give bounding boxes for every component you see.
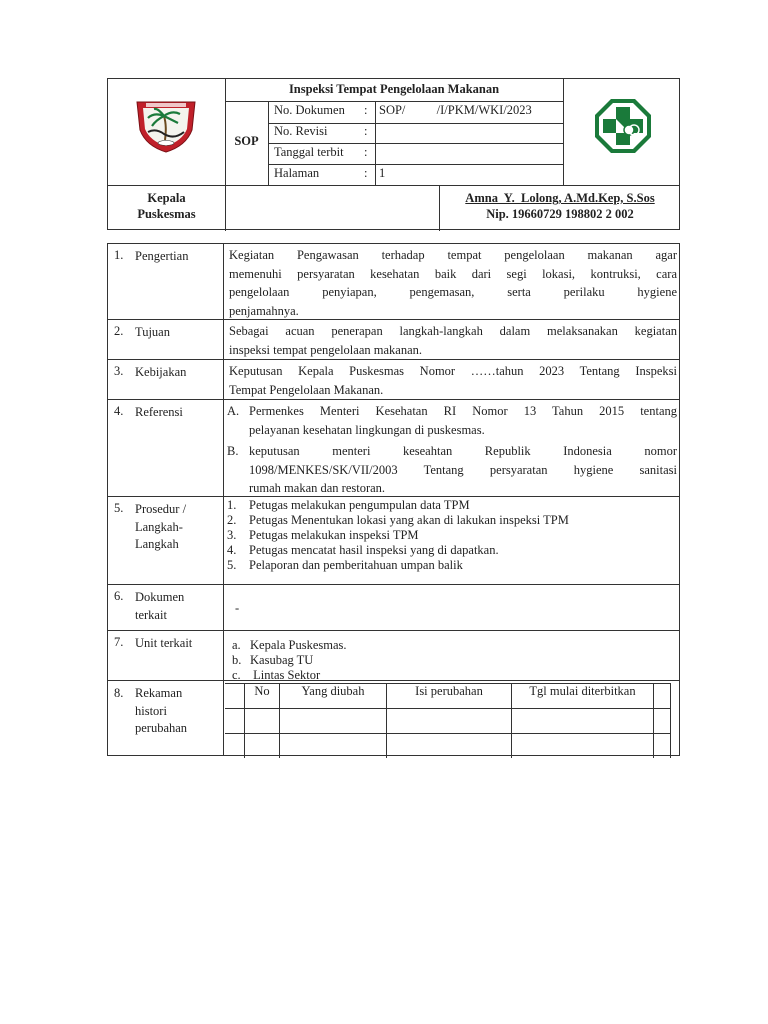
section-number: 6.: [114, 589, 124, 603]
table-cell: [512, 734, 654, 759]
kepala-label-line: Kepala: [147, 191, 186, 205]
table-cell: [225, 709, 245, 734]
section-text-unit: [232, 638, 680, 683]
label-line: Langkah-: [135, 519, 183, 534]
table-cell: [654, 734, 671, 759]
list-item: [227, 498, 675, 513]
section-number: 5.: [114, 501, 124, 515]
list-text: Petugas melakukan inspeksi TPM: [249, 528, 419, 542]
list-item: [227, 528, 675, 543]
table-cell: [280, 734, 387, 759]
label-line: Langkah: [135, 537, 179, 551]
text-line: Keputusan Kepala Puskesmas Nomor ……tahun 2023 Tentang Inspeksi: [229, 364, 677, 378]
field-label-halaman: Halaman: [274, 166, 320, 180]
table-cell: [387, 734, 512, 759]
section-number: 7.: [114, 635, 124, 649]
section-text-referensi: [227, 402, 677, 498]
kepala-label-line: Puskesmas: [137, 207, 196, 221]
page-title: Inspeksi Tempat Pengelolaan Makanan: [288, 82, 500, 96]
section-label-unit: Unit terkait: [135, 636, 193, 650]
list-marker: 3.: [227, 528, 237, 542]
field-sep: :: [364, 124, 368, 138]
label-line: Prosedur /: [135, 502, 187, 516]
section-number: 3.: [114, 364, 124, 378]
puskesmas-logo: [593, 97, 653, 155]
list-text: Petugas mencatat hasil inspeksi yang di dapatkan.: [249, 543, 499, 557]
section-label-dokumen: [135, 589, 225, 624]
text-line: rumah makan dan restoran.: [249, 481, 386, 495]
section-number: 2.: [114, 324, 124, 338]
divider: [225, 101, 563, 102]
table-cell: [654, 709, 671, 734]
section-label-pengertian: Pengertian: [135, 249, 189, 263]
section-label-prosedur: [135, 501, 225, 554]
text-line: Kegiatan Pengawasan terhadap tempat pengelolaan makanan agar: [229, 248, 677, 262]
list-marker: B.: [227, 444, 239, 458]
table-header-cell: Isi perubahan: [387, 684, 512, 709]
section-number: 1.: [114, 248, 124, 262]
table-row: [225, 734, 671, 759]
section-text-prosedur: [227, 498, 675, 573]
field-value-halaman: 1: [379, 166, 386, 180]
table-header-cell: [654, 684, 671, 709]
field-label-revisi: No. Revisi: [274, 124, 328, 138]
section-label-tujuan: Tujuan: [135, 325, 170, 339]
list-marker: a.: [232, 638, 241, 652]
divider: [223, 244, 224, 755]
list-text: Lintas Sektor: [250, 668, 321, 682]
field-label-dokumen: No. Dokumen: [274, 103, 345, 117]
divider: [108, 630, 679, 631]
text-line: Permenkes Menteri Kesehatan RI Nomor 13 Tahun 2015 tentang: [249, 404, 677, 418]
list-marker: A.: [227, 404, 240, 418]
list-marker: 1.: [227, 498, 237, 512]
section-label-referensi: Referensi: [135, 405, 183, 419]
text-line: Tempat Pengelolaan Makanan.: [229, 382, 384, 397]
list-marker: b.: [232, 653, 242, 667]
table-header-row: [225, 684, 671, 709]
signatory-nip: Nip. 19660729 198802 2 002: [486, 207, 634, 221]
section-text-pengertian: [229, 246, 677, 320]
health-cross-icon: [593, 97, 653, 155]
list-marker: 2.: [227, 513, 237, 527]
divider: [108, 584, 679, 585]
section-number: 4.: [114, 404, 124, 418]
list-text: Petugas melakukan pengumpulan data TPM: [249, 498, 470, 512]
text-line: Sebagai acuan penerapan langkah-langkah dalam melaksanakan kegiatan: [229, 324, 677, 338]
list-marker: 4.: [227, 543, 237, 557]
text-line: memenuhi persyaratan kesehatan baik dari segi lokasi, kontruksi, cara: [229, 266, 677, 281]
table-row: [225, 709, 671, 734]
divider: [108, 399, 679, 400]
label-line: perubahan: [135, 721, 188, 735]
section-text-kebijakan: [229, 362, 677, 399]
divider: [268, 164, 563, 165]
table-header-cell: Tgl mulai diterbitkan: [512, 684, 654, 709]
list-text: Kasubag TU: [250, 653, 314, 667]
list-item: [227, 558, 675, 573]
field-sep: :: [364, 103, 368, 117]
divider: [268, 143, 563, 144]
text-line: pelayanan kesehatan lingkungan di puskesmas.: [249, 422, 485, 437]
label-line: histori: [135, 703, 167, 718]
signatory: [441, 190, 679, 222]
field-label-tanggal: Tanggal terbit: [274, 145, 344, 159]
table-cell: [387, 709, 512, 734]
table-cell: [245, 709, 280, 734]
label-line: Dokumen: [135, 590, 185, 604]
list-item: [227, 513, 675, 528]
label-line: terkait: [135, 607, 167, 622]
section-number: 8.: [114, 686, 124, 700]
table-header-cell: Yang diubah: [280, 684, 387, 709]
list-text: Pelaporan dan pemberitahuan umpan balik: [249, 558, 463, 572]
list-item: [227, 442, 677, 498]
table-cell: [512, 709, 654, 734]
divider: [108, 185, 679, 186]
list-item: [232, 653, 680, 668]
list-item: [227, 402, 677, 439]
table-header-cell: [225, 684, 245, 709]
sop-content-table: [107, 243, 680, 756]
regency-logo: [134, 96, 198, 154]
section-text-dokumen: -: [235, 601, 240, 615]
label-line: Rekaman: [135, 686, 183, 700]
signatory-name: Amna Y. Lolong, A.Md.Kep, S.Sos: [465, 191, 655, 205]
text-line: pengelolaan penyiapan, pengemasan, serta perilaku hygiene: [229, 285, 677, 299]
text-line: penjamahnya.: [229, 303, 299, 318]
kepala-label: [108, 190, 225, 222]
list-marker: c.: [232, 668, 241, 682]
list-item: [227, 543, 675, 558]
section-label-kebijakan: Kebijakan: [135, 365, 187, 379]
field-value-dokumen: SOP/ /I/PKM/WKI/2023: [379, 103, 532, 117]
text-line: keputusan menteri keseahtan Republik Indonesia nomor: [249, 444, 677, 458]
divider: [439, 185, 440, 231]
field-sep: :: [364, 145, 368, 159]
sop-label: SOP: [234, 134, 259, 148]
list-marker: 5.: [227, 558, 237, 572]
field-sep: :: [364, 166, 368, 180]
list-text: Kepala Puskesmas.: [250, 638, 347, 652]
list-item: [232, 668, 680, 683]
table-cell: [245, 734, 280, 759]
divider: [563, 79, 564, 185]
divider: [108, 359, 679, 360]
text-line: inspeksi tempat pengelolaan makanan.: [229, 342, 422, 357]
table-cell: [225, 734, 245, 759]
list-text: Petugas Menentukan lokasi yang akan di lakukan inspeksi TPM: [249, 513, 569, 527]
sop-header: [107, 78, 680, 230]
section-text-tujuan: [229, 322, 677, 359]
table-header-cell: No: [245, 684, 280, 709]
history-table: [225, 683, 671, 758]
text-line: 1098/MENKES/SK/VII/2003 Tentang persyaratan hygiene sanitasi: [249, 462, 677, 477]
regency-crest-icon: [134, 96, 198, 154]
list-item: [232, 638, 680, 653]
table-cell: [280, 709, 387, 734]
section-label-rekaman: [135, 685, 225, 738]
